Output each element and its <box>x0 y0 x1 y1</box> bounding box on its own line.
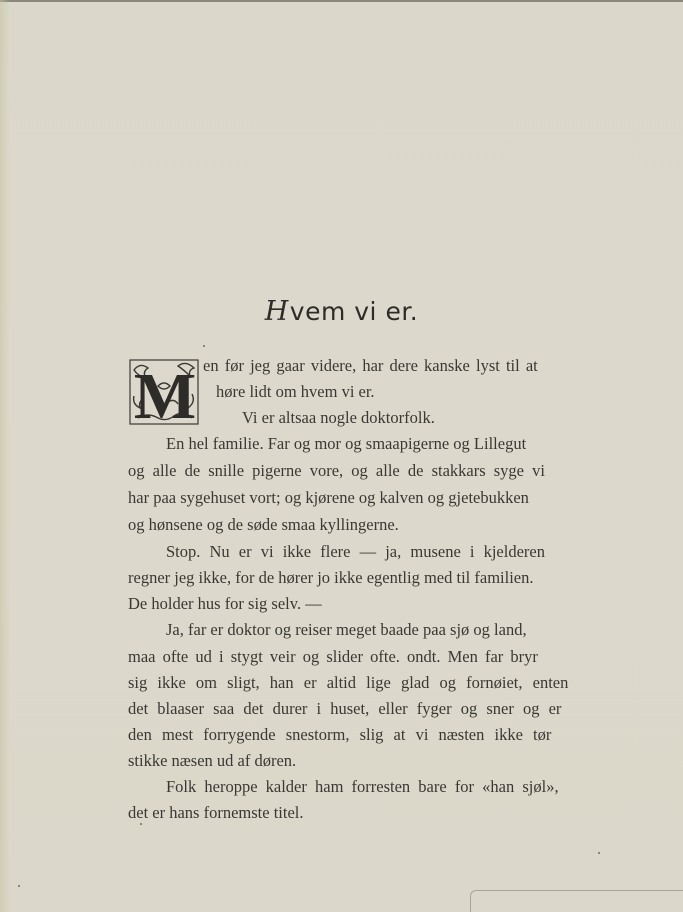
chapter-title <box>0 296 683 327</box>
text-line-4: En hel familie. Far og mor og smaapigerne og Lillegut <box>166 434 527 453</box>
text-line-13: sig ikke om sligt, han er altid lige glad og fornøiet, enten <box>128 673 569 692</box>
dropcap-letter: M <box>133 360 197 428</box>
text-line-6: har paa sygehuset vort; og kjørene og kalven og gjetebukken <box>128 488 529 507</box>
text-line-10: De holder hus for sig selv. — <box>128 594 322 613</box>
underlying-page-edge <box>470 890 683 912</box>
text-line-16: stikke næsen ud af døren. <box>128 751 297 770</box>
text-line-11: Ja, far er doktor og reiser meget baade paa sjø og land, <box>166 620 527 639</box>
paper-speck <box>140 823 142 825</box>
text-line-7: og hønsene og de søde smaa kyllingerne. <box>128 515 399 534</box>
text-line-17: Folk heroppe kalder ham forresten bare for «han sjøl», <box>166 777 559 796</box>
paper-speck <box>203 345 205 347</box>
text-line-5: og alle de snille pigerne vore, og alle de stakkars syge vi <box>128 461 545 480</box>
ornamental-dropcap-m-icon <box>128 356 202 428</box>
text-line-12: maa ofte ud i stygt veir og slider ofte. ondt. Men far bryr <box>128 647 538 666</box>
text-line-15: den mest forrygende snestorm, slig at vi næsten ikke tør <box>128 725 552 744</box>
text-line-9: regner jeg ikke, for de hører jo ikke egentlig med til familien. <box>128 568 534 587</box>
text-line-18: det er hans fornemste titel. <box>128 803 304 822</box>
chapter-title-initial: H <box>264 296 289 327</box>
text-line-8: Stop. Nu er vi ikke flere — ja, musene i kjelderen <box>166 542 545 561</box>
text-line-1: en før jeg gaar videre, har dere kanske lyst til at <box>203 356 538 375</box>
chapter-title-rest: vem vi er. <box>289 297 419 326</box>
text-line-14: det blaaser saa det durer i huset, eller fyger og sner og er <box>128 699 562 718</box>
paper-speck <box>598 852 600 854</box>
paper-speck <box>18 885 20 887</box>
text-line-2: høre lidt om hvem vi er. <box>216 382 375 401</box>
page-gutter-shade <box>0 0 10 912</box>
text-line-3: Vi er altsaa nogle doktorfolk. <box>242 408 435 427</box>
page-top-edge <box>0 0 683 2</box>
